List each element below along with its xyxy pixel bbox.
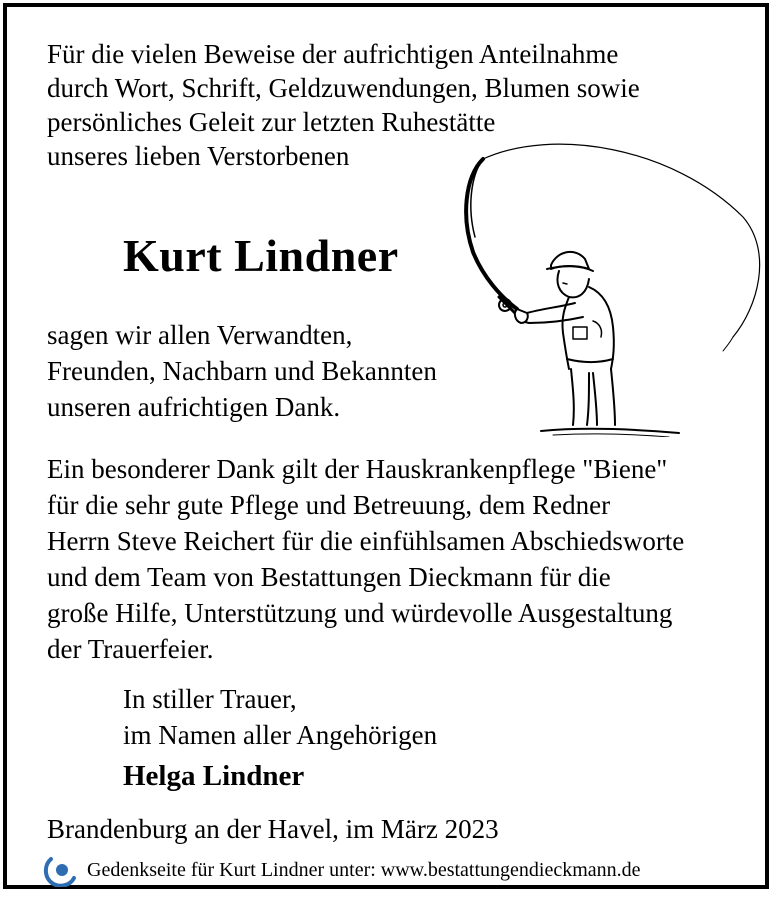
thanks-line: unseren aufrichtigen Dank. [47,392,341,422]
special-thanks-text [47,451,684,667]
memorial-page-link[interactable]: Gedenkseite für Kurt Lindner unter: www.bestattungendieckmann.de [87,858,641,881]
deceased-name: Kurt Lindner [123,230,399,281]
intro-line: Für die vielen Beweise der aufrichtigen Anteilnahme [47,39,619,69]
thanks-text [47,317,437,425]
footer [43,853,641,887]
signer-name: Helga Lindner [123,760,305,792]
intro-line: unseres lieben Verstorbenen [47,141,350,171]
fisherman-icon [443,137,763,437]
mourning-line: im Namen aller Angehörigen [123,720,438,750]
memorial-logo-icon [43,853,77,887]
obituary-card [3,3,769,889]
special-line: große Hilfe, Unterstützung und würdevolle Ausgestaltung [47,598,673,628]
place-date: Brandenburg an der Havel, im März 2023 [47,814,499,844]
special-line: der Trauerfeier. [47,634,214,664]
thanks-line: Freunden, Nachbarn und Bekannten [47,356,437,386]
intro-line: durch Wort, Schrift, Geldzuwendungen, Blumen sowie [47,73,640,103]
special-line: und dem Team von Bestattungen Dieckmann für die [47,562,611,592]
mourning-line: In stiller Trauer, [123,684,297,714]
special-line: Ein besonderer Dank gilt der Hauskrankenpflege "Biene" [47,454,668,484]
thanks-line: sagen wir allen Verwandten, [47,320,353,350]
intro-line: persönliches Geleit zur letzten Ruhestätte [47,107,496,137]
special-line: Herrn Steve Reichert für die einfühlsamen Abschiedsworte [47,526,685,556]
special-line: für die sehr gute Pflege und Betreuung, dem Redner [47,490,611,520]
mourning-text [123,681,437,753]
